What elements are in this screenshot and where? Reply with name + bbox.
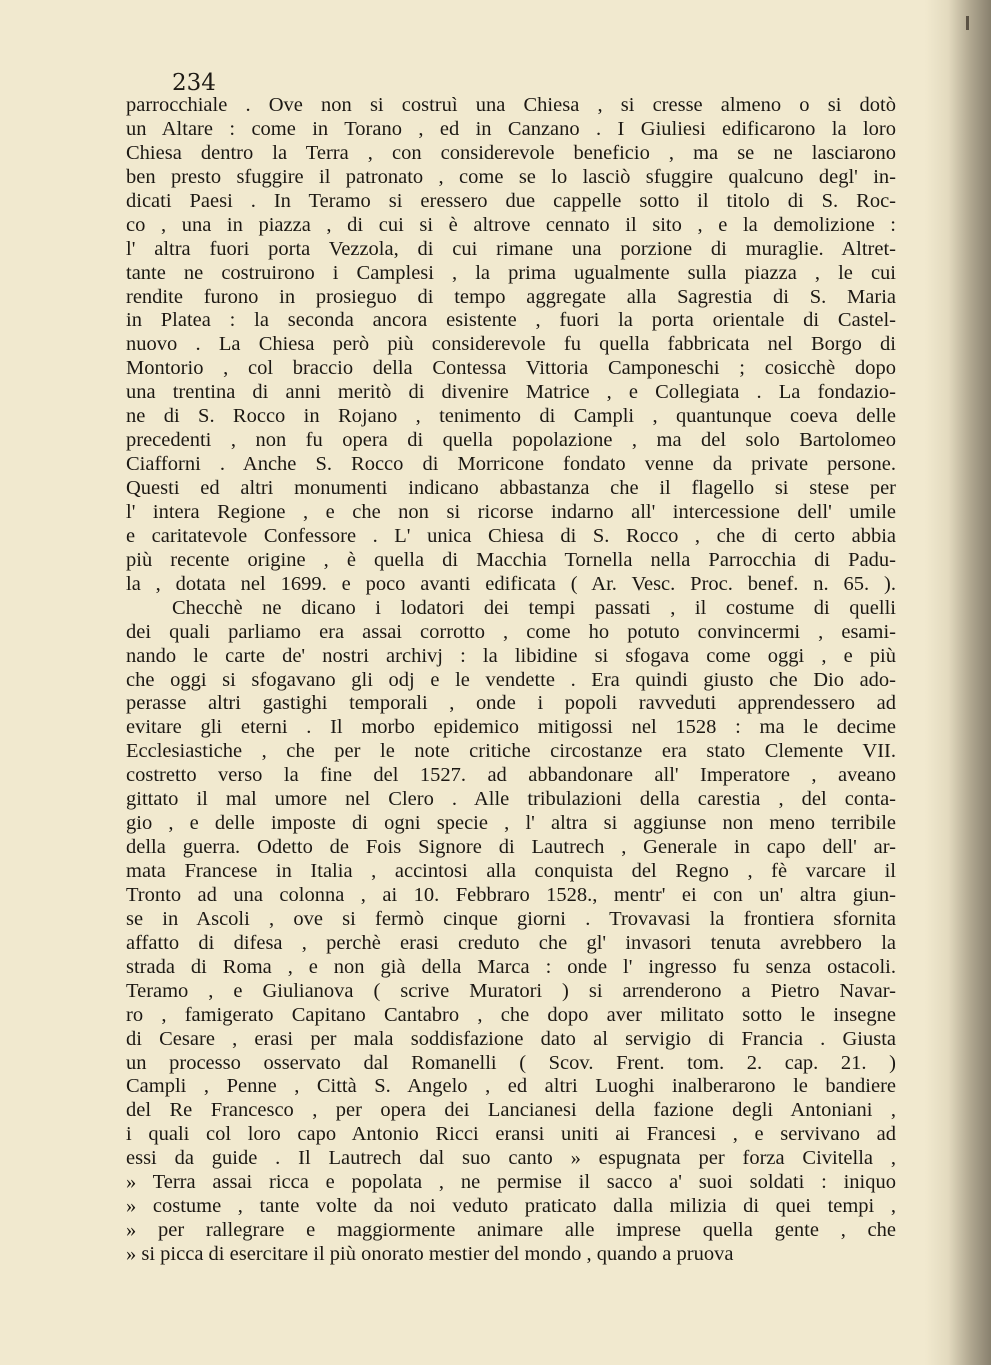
text-line: in Platea : la seconda ancora esistente , fuori la porta orientale di Castel- — [126, 309, 896, 332]
text-line: l' altra fuori porta Vezzola, di cui rimane una porzione di muraglie. Altret- — [126, 237, 896, 260]
text-line: » per rallegrare e maggiormente animare alle imprese quella gente , che — [126, 1219, 896, 1242]
text-line: parrocchiale . Ove non si costruì una Chiesa , si cresse almeno o si dotò — [126, 94, 896, 116]
text-line: gio , e delle imposte di ogni specie , l' altra si aggiunse non meno terribile — [126, 812, 896, 835]
text-line: » Terra assai ricca e popolata , ne permise il sacco a' suoi soldati : iniquo — [126, 1171, 896, 1194]
text-line: perasse altri gastighi temporali , onde i popoli ravveduti apprendessero ad — [126, 692, 896, 715]
text-line: e caritatevole Confessore . L' unica Chiesa di S. Rocco , che di certo abbia — [126, 524, 896, 547]
text-line: Ecclesiastiche , che per le note critiche circostanze era stato Clemente VII. — [126, 740, 896, 763]
text-line: Campli , Penne , Città S. Angelo , ed altri Luoghi inalberarono le bandiere — [126, 1075, 896, 1098]
text-line: Checchè ne dicano i lodatori dei tempi passati , il costume di quelli — [172, 596, 896, 619]
text-line: essi da guide . Il Lautrech dal suo canto » espugnata per forza Civitella , — [126, 1147, 896, 1170]
text-line: un processo osservato dal Romanelli ( Scov. Frent. tom. 2. cap. 21. ) — [126, 1051, 896, 1074]
text-line: co , una in piazza , di cui si è altrove cennato il sito , e la demolizione : — [126, 213, 896, 236]
text-line: più recente origine , è quella di Macchia Tornella nella Parrocchia di Padu- — [126, 548, 896, 571]
text-line: » si picca di esercitare il più onorato mestier del mondo , quando a pruova — [126, 1243, 734, 1265]
text-line: la , dotata nel 1699. e poco avanti edificata ( Ar. Vesc. Proc. benef. n. 65. ). — [126, 572, 896, 595]
text-line: una trentina di anni meritò di divenire Matrice , e Collegiata . La fondazio- — [126, 381, 896, 404]
text-line: nuovo . La Chiesa però più considerevole fu quella fabbricata nel Borgo di — [126, 333, 896, 356]
text-line: rendite furono in prosieguo di tempo aggregate alla Sagrestia di S. Maria — [126, 285, 896, 308]
text-line: Chiesa dentro la Terra , con considerevole beneficio , ma se ne lasciarono — [126, 141, 896, 164]
text-line: ro , famigerato Capitano Cantabro , che dopo aver militato sotto le insegne — [126, 1003, 896, 1026]
text-line: se in Ascoli , ove si fermò cinque giorni . Trovavasi la frontiera sfornita — [126, 907, 896, 930]
text-line: del Re Francesco , per opera dei Lancianesi della fazione degli Antoniani , — [126, 1099, 896, 1122]
text-line: dicati Paesi . In Teramo si eressero due cappelle sotto il titolo di S. Roc- — [126, 189, 896, 212]
text-line: ne di S. Rocco in Rojano , tenimento di Campli , quantunque coeva delle — [126, 405, 896, 428]
spine-mark — [966, 16, 969, 30]
text-line: gittato il mal umore nel Clero . Alle tribulazioni della carestia , del conta- — [126, 788, 896, 811]
text-line: mata Francese in Italia , accintosi alla conquista del Regno , fè varcare il — [126, 860, 896, 882]
text-line: costretto verso la fine del 1527. ad abbandonare all' Imperatore , aveano — [126, 764, 896, 787]
text-line: che oggi si sfogavano gli odj e le vendette . Era quindi giusto che Dio ado- — [126, 668, 896, 691]
text-line: di Cesare , erasi per mala soddisfazione dato al servigio di Francia . Giusta — [126, 1027, 896, 1050]
text-line: Montorio , col braccio della Contessa Vittoria Camponeschi ; cosicchè dopo — [126, 357, 896, 380]
text-line: » costume , tante volte da noi veduto praticato dalla milizia di quei tempi , — [126, 1195, 896, 1218]
page-number: 234 — [172, 70, 216, 96]
text-line: Tronto ad una colonna , ai 10. Febbraro 1528., mentr' ei con un' altra giun- — [126, 883, 896, 906]
text-line: ben presto sfuggire il patronato , come se lo lasciò sfuggire qualcuno degl' in- — [126, 165, 896, 188]
book-spine-shadow — [925, 0, 991, 1365]
text-line: affatto di difesa , perchè erasi creduto che gl' invasori tenuta avrebbero la — [126, 931, 896, 954]
text-line: della guerra. Odetto de Fois Signore di Lautrech , Generale in capo dell' ar- — [126, 836, 896, 859]
text-line: precedenti , non fu opera di quella popolazione , ma del solo Bartolomeo — [126, 429, 896, 452]
text-line: tante ne costruirono i Camplesi , la prima ugualmente sulla piazza , le cui — [126, 261, 896, 284]
text-line: Ciafforni . Anche S. Rocco di Morricone fondato venne da private persone. — [126, 453, 896, 476]
text-line: Teramo , e Giulianova ( scrive Muratori ) si arrenderono a Pietro Navar- — [126, 979, 896, 1002]
text-line: nando le carte de' nostri archivj : la libidine si sfogava come oggi , e più — [126, 644, 896, 667]
text-line: dei quali parliamo era assai corrotto , come ho potuto convincermi , esami- — [126, 620, 896, 643]
text-line: strada di Roma , e non già della Marca : onde l' ingresso fu senza ostacoli. — [126, 955, 896, 978]
text-line: i quali col loro capo Antonio Ricci eransi uniti ai Francesi , e servivano ad — [126, 1123, 896, 1146]
body-text — [126, 94, 896, 1267]
text-line: un Altare : come in Torano , ed in Canzano . I Giuliesi edificarono la loro — [126, 117, 896, 140]
text-line: l' intera Regione , e che non si ricorse indarno all' intercessione dell' umile — [126, 500, 896, 523]
text-line: Questi ed altri monumenti indicano abbastanza che il flagello si stese per — [126, 477, 896, 499]
text-line: evitare gli eterni . Il morbo epidemico mitigossi nel 1528 : ma le decime — [126, 716, 896, 739]
